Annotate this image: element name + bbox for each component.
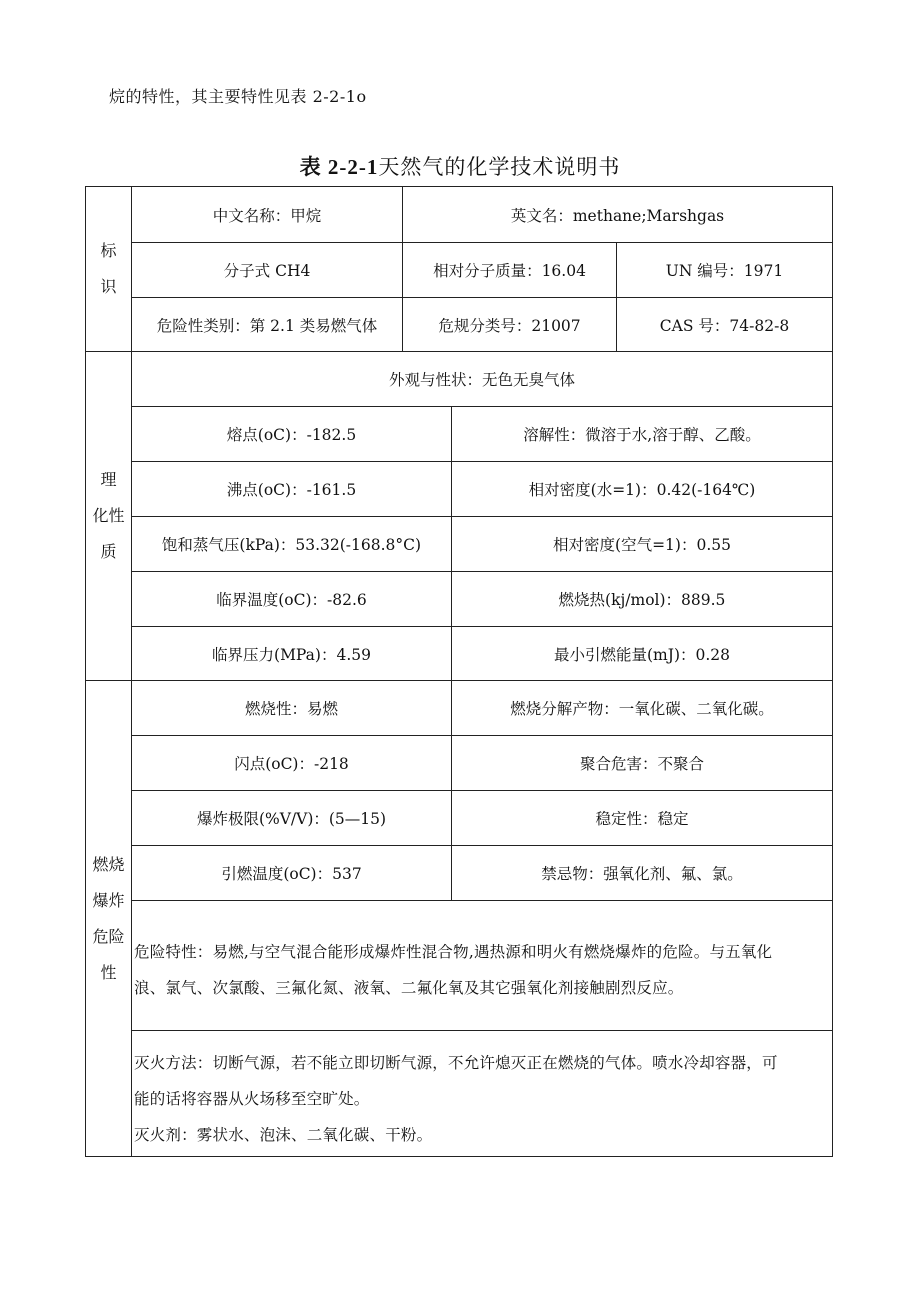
hazard-cell: 爆炸极限(%V/V)：(5—15)	[132, 791, 452, 846]
un-number-cell: UN 编号：1971	[617, 243, 832, 298]
label-char: 燃烧	[92, 855, 125, 874]
label-char: 理	[100, 470, 117, 489]
label-char: 质	[100, 542, 117, 561]
intro-text: 烷的特性，其主要特性见表 2-2-1o	[109, 87, 367, 106]
label-char: 识	[100, 277, 117, 296]
hazard-cell: 引燃温度(oC)：537	[132, 846, 452, 901]
caption-number: 表 2-2-1	[299, 155, 379, 179]
hazard-cell: 聚合危害：不聚合	[452, 736, 832, 791]
label-char: 标	[100, 241, 117, 260]
prop-cell: 最小引燃能量(mJ)：0.28	[452, 627, 832, 681]
section-label-identity	[86, 187, 132, 352]
fire-line: 灭火剂：雾状水、泡沫、二氧化碳、干粉。	[134, 1126, 433, 1144]
danger-line: 浪、氯气、次氯酸、三氟化氮、液氧、二氟化氧及其它强氧化剂接触剧烈反应。	[134, 979, 684, 997]
hazard-cell: 燃烧分解产物：一氧化碳、二氧化碳。	[452, 681, 832, 736]
chemical-spec-table	[85, 186, 833, 1157]
label-char: 爆炸	[92, 891, 125, 910]
cas-cell: CAS 号：74-82-8	[617, 298, 832, 352]
formula-cell: 分子式 CH4	[132, 243, 403, 298]
danger-line: 危险特性：易燃,与空气混合能形成爆炸性混合物,遇热源和明火有燃烧爆炸的危险。与五氧化	[134, 943, 773, 961]
hazard-cell: 禁忌物：强氧化剂、氟、氯。	[452, 846, 832, 901]
prop-cell: 熔点(oC)：-182.5	[132, 407, 452, 462]
prop-cell: 临界压力(MPa)：4.59	[132, 627, 452, 681]
section-label-properties	[86, 352, 132, 681]
hazard-class-cell: 危险性类别：第 2.1 类易燃气体	[132, 298, 403, 352]
en-name-cell: 英文名：methane;Marshgas	[403, 187, 832, 243]
caption-title: 天然气的化学技术说明书	[378, 155, 621, 179]
reg-number-cell: 危规分类号：21007	[403, 298, 617, 352]
label-char: 化性	[92, 506, 125, 525]
section-label-hazard	[86, 681, 132, 1157]
hazard-cell: 稳定性：稳定	[452, 791, 832, 846]
label-char: 性	[100, 963, 117, 982]
prop-cell: 溶解性：微溶于水,溶于醇、乙酸。	[452, 407, 832, 462]
hazard-cell: 闪点(oC)：-218	[132, 736, 452, 791]
cn-name-cell: 中文名称：甲烷	[132, 187, 403, 243]
prop-cell: 相对密度(水=1)：0.42(-164℃)	[452, 462, 832, 517]
mol-weight-cell: 相对分子质量：16.04	[403, 243, 617, 298]
prop-cell: 沸点(oC)：-161.5	[132, 462, 452, 517]
fire-line: 能的话将容器从火场移至空旷处。	[134, 1090, 370, 1108]
prop-cell: 燃烧热(kj/mol)：889.5	[452, 572, 832, 627]
hazard-cell: 燃烧性：易燃	[132, 681, 452, 736]
appearance-cell: 外观与性状：无色无臭气体	[132, 352, 832, 407]
prop-cell: 相对密度(空气=1)：0.55	[452, 517, 832, 572]
table-caption	[0, 151, 920, 181]
fire-line: 灭火方法：切断气源，若不能立即切断气源，不允许熄灭正在燃烧的气体。喷水冷却容器，可	[134, 1054, 778, 1072]
label-char: 危险	[92, 927, 125, 946]
prop-cell: 饱和蒸气压(kPa)：53.32(-168.8°C)	[132, 517, 452, 572]
prop-cell: 临界温度(oC)：-82.6	[132, 572, 452, 627]
